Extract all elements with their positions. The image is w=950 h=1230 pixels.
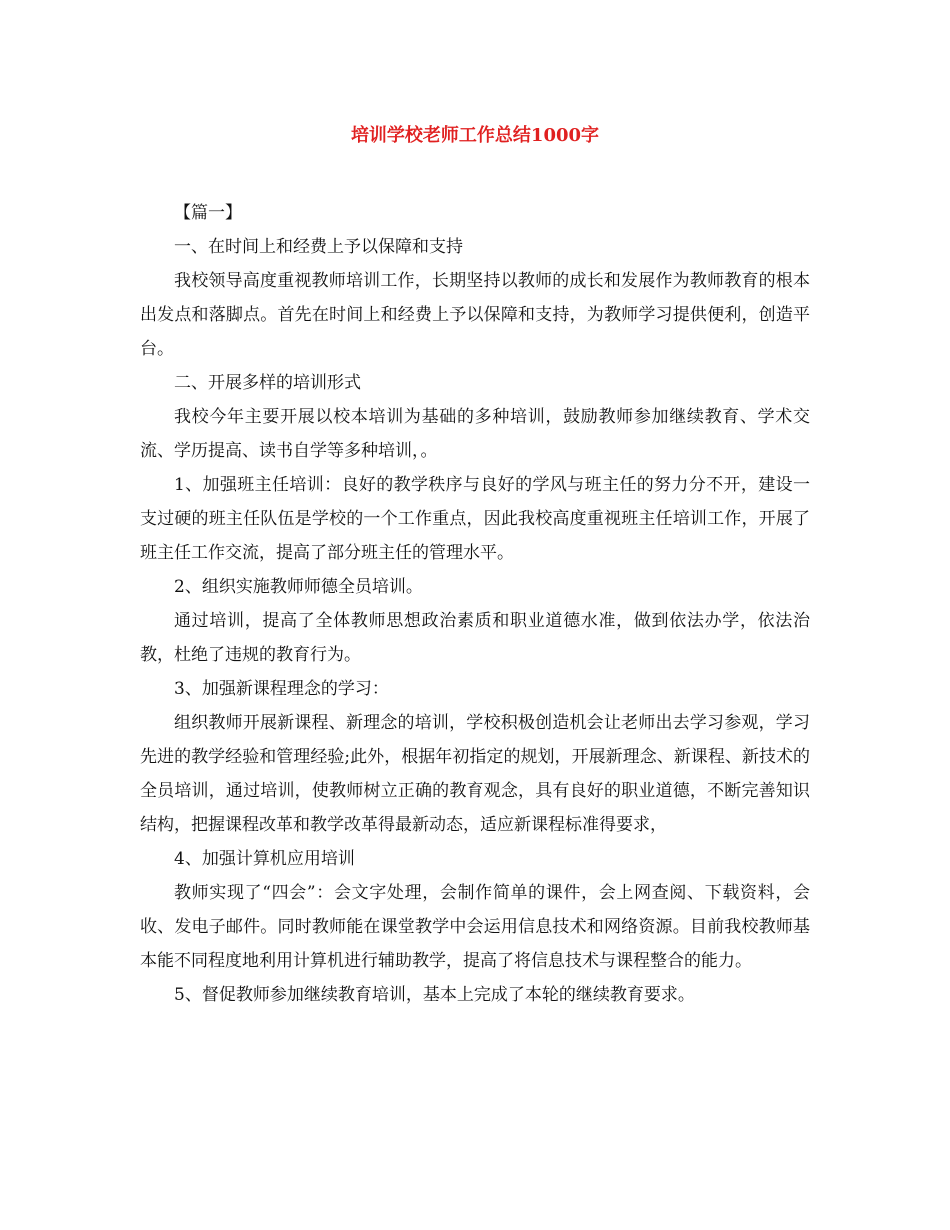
subheading-2: 二、开展多样的培训形式 xyxy=(174,373,361,393)
document-title: 培训学校老师工作总结1000字 xyxy=(350,125,600,146)
paragraph: 我校领导高度重视教师培训工作，长期坚持以教师的成长和发展作为教师教育的根本出发点和落脚点。首先在时间上和经费上予以保障和支持，为教师学习提供便利，创造平台。 xyxy=(140,271,810,359)
paragraph: 组织教师开展新课程、新理念的培训，学校积极创造机会让老师出去学习参观，学习先进的教学经验和管理经验;此外，根据年初指定的规划，开展新理念、新课程、新技术的全员培训，通过培训，使教师树立正确的教育观念，具有良好的职业道德，不断完善知识结构，把握课程改革和教学改革得最新动态，适应新课程标准得要求， xyxy=(140,713,810,835)
list-item-5: 5、督促教师参加继续教育培训，基本上完成了本轮的继续教育要求。 xyxy=(174,985,695,1005)
subheading-1: 一、在时间上和经费上予以保障和支持 xyxy=(174,237,463,257)
section-heading: 【篇一】 xyxy=(174,203,242,223)
paragraph: 教师实现了“四会”：会文字处理，会制作简单的课件，会上网查阅、下载资料，会收、发电子邮件。同时教师能在课堂教学中会运用信息技术和网络资源。目前我校教师基本能不同程度地利用计算机进行辅助教学，提高了将信息技术与课程整合的能力。 xyxy=(140,883,810,971)
paragraph: 我校今年主要开展以校本培训为基础的多种培训，鼓励教师参加继续教育、学术交流、学历提高、读书自学等多种培训，。 xyxy=(140,407,810,461)
list-item-4: 4、加强计算机应用培训 xyxy=(174,849,355,869)
list-item-2: 2、组织实施教师师德全员培训。 xyxy=(174,577,423,597)
list-item-1: 1、加强班主任培训：良好的教学秩序与良好的学风与班主任的努力分不开，建设一支过硬的班主任队伍是学校的一个工作重点，因此我校高度重视班主任培训工作，开展了班主任工作交流，提高了部分班主任的管理水平。 xyxy=(140,475,810,563)
paragraph: 通过培训，提高了全体教师思想政治素质和职业道德水准，做到依法办学，依法治教，杜绝了违规的教育行为。 xyxy=(140,611,810,665)
list-item-3: 3、加强新课程理念的学习： xyxy=(174,679,389,699)
